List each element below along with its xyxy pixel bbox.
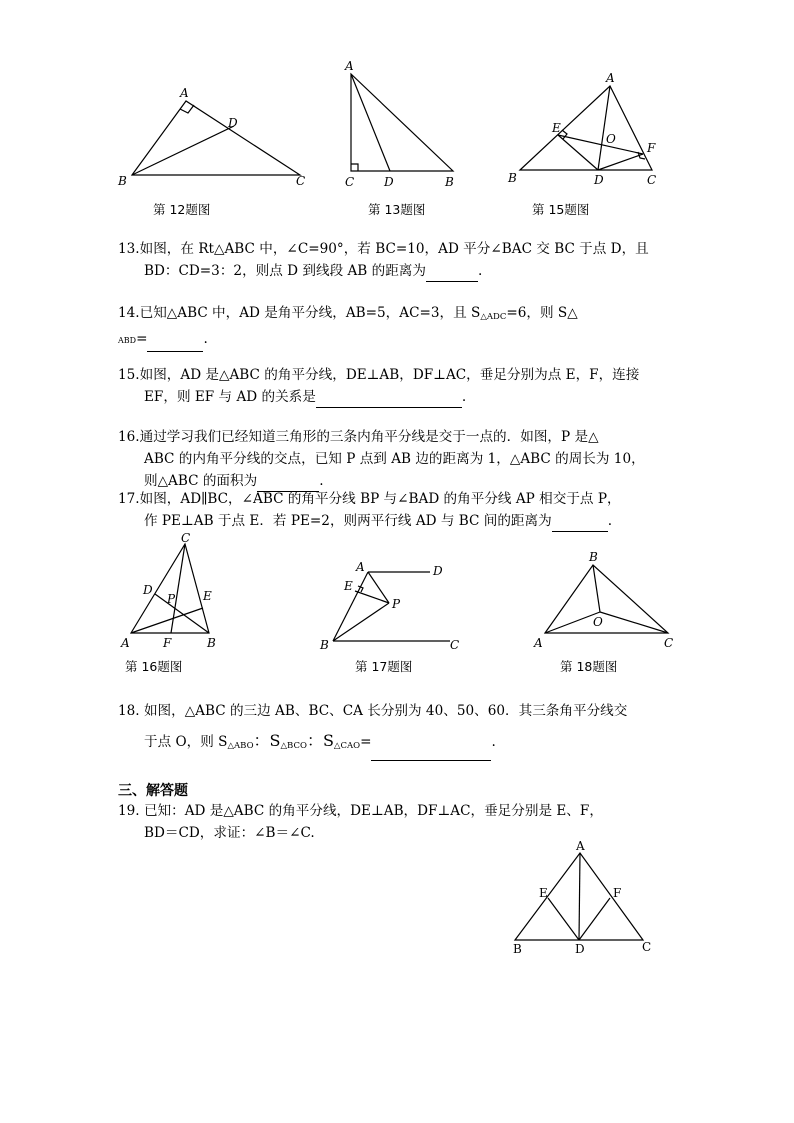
fig17-label-a: A bbox=[356, 560, 365, 574]
figure-15 bbox=[500, 68, 670, 193]
fig18-triangle bbox=[545, 565, 668, 633]
question-18-end: . bbox=[491, 734, 496, 750]
question-14-tri: △ bbox=[567, 305, 578, 321]
question-14-end: . bbox=[203, 331, 208, 347]
fig18-label-o: O bbox=[593, 615, 603, 629]
question-19-line-2: BD＝CD，求证：∠B＝∠C. bbox=[144, 825, 315, 841]
question-18-sep-1: ：S bbox=[253, 731, 281, 750]
fig16-label-e: E bbox=[203, 589, 212, 603]
fig19-segment-ad bbox=[579, 853, 580, 940]
question-15 bbox=[118, 364, 678, 408]
fig19-label-b: B bbox=[513, 942, 522, 956]
caption-fig18: 第 18题图 bbox=[560, 659, 618, 674]
question-15-end: . bbox=[461, 389, 467, 405]
section-heading: 三、解答题 bbox=[118, 783, 188, 799]
fig19-label-e: E bbox=[539, 886, 548, 900]
caption-fig15: 第 15题图 bbox=[532, 202, 590, 217]
fig17-label-d: D bbox=[433, 564, 443, 578]
fig18-label-b: B bbox=[589, 550, 598, 564]
fig13-label-c: C bbox=[345, 175, 355, 189]
fig15-segment-de bbox=[558, 135, 598, 170]
fig12-label-c: C bbox=[296, 174, 306, 188]
fig18-segment-co bbox=[600, 612, 668, 633]
answer-blank-17[interactable] bbox=[552, 516, 608, 532]
fig15-segment-df bbox=[598, 154, 643, 170]
fig15-label-e: E bbox=[552, 121, 561, 135]
question-17-end: . bbox=[607, 513, 613, 529]
fig16-label-p: P bbox=[167, 592, 176, 606]
fig16-label-c: C bbox=[181, 531, 191, 545]
fig19-segment-de bbox=[548, 898, 579, 940]
caption-fig16: 第 16题图 bbox=[125, 659, 183, 674]
question-17 bbox=[118, 488, 678, 532]
fig19-label-a: A bbox=[576, 839, 585, 853]
question-13-end: . bbox=[478, 263, 483, 279]
fig16-bisector-cf bbox=[171, 544, 185, 633]
caption-fig12: 第 12题图 bbox=[153, 202, 211, 217]
question-13-line-2: BD：CD=3：2，则点 D 到线段 AB 的距离为 bbox=[144, 263, 426, 279]
question-16-line-1: 16.通过学习我们已经知道三角形的三条内角平分线是交于一点的．如图，P 是△ bbox=[118, 429, 599, 445]
question-16 bbox=[118, 426, 678, 492]
fig19-segment-df bbox=[579, 898, 610, 940]
fig13-triangle bbox=[351, 74, 453, 171]
fig13-right-angle-mark bbox=[351, 164, 358, 171]
fig15-label-f: F bbox=[647, 141, 656, 155]
figure-19 bbox=[505, 835, 665, 960]
fig13-segment-ad bbox=[351, 74, 390, 171]
question-17-line-1: 17.如图，AD∥BC，∠ABC 的角平分线 BP 与∠BAD 的角平分线 AP 相交于点 P， bbox=[118, 491, 621, 507]
figure-12 bbox=[110, 85, 310, 195]
question-18-sub-abo: △ABO bbox=[227, 741, 254, 751]
answer-blank-13[interactable] bbox=[426, 266, 478, 282]
fig15-label-a: A bbox=[606, 71, 615, 85]
question-18-sub-cao: △CAO bbox=[333, 741, 361, 751]
caption-fig13: 第 13题图 bbox=[368, 202, 426, 217]
question-14-sub-abd: ABD bbox=[118, 336, 137, 345]
question-16-line-3: 则△ABC 的面积为 bbox=[144, 473, 258, 489]
fig17-bisector-ap bbox=[368, 572, 389, 603]
fig17-label-e: E bbox=[344, 579, 353, 593]
fig15-label-d: D bbox=[594, 173, 604, 187]
figure-18 bbox=[530, 548, 680, 653]
question-16-line-2: ABC 的内角平分线的交点，已知 P 点到 AB 边的距离为 1，△ABC 的周长为 10， bbox=[144, 451, 645, 467]
fig17-label-c: C bbox=[450, 638, 460, 652]
question-18 bbox=[118, 696, 678, 761]
figure-16 bbox=[115, 530, 225, 655]
fig17-label-b: B bbox=[320, 638, 329, 652]
question-14-line-1: 14.已知△ABC 中，AD 是角平分线，AB=5，AC=3，且 S bbox=[118, 305, 481, 321]
question-14-mid: =6，则 S bbox=[506, 305, 568, 321]
fig16-bisector-bd bbox=[155, 594, 209, 633]
answer-blank-14[interactable] bbox=[147, 336, 203, 352]
question-14 bbox=[118, 302, 678, 352]
fig16-label-f: F bbox=[163, 636, 172, 650]
fig19-label-d: D bbox=[575, 942, 585, 956]
fig19-label-f: F bbox=[613, 886, 622, 900]
fig18-segment-ao bbox=[545, 612, 600, 633]
fig15-right-angle-e bbox=[562, 130, 567, 139]
fig18-label-c: C bbox=[664, 636, 674, 650]
caption-fig17: 第 17题图 bbox=[355, 659, 413, 674]
question-18-sub-bco: △BCO bbox=[280, 741, 307, 751]
fig15-label-c: C bbox=[647, 173, 657, 187]
fig15-label-o: O bbox=[606, 132, 616, 146]
fig13-label-d: D bbox=[384, 175, 394, 189]
figure-13 bbox=[335, 58, 465, 190]
question-15-line-1: 15.如图，AD 是△ABC 的角平分线，DE⊥AB，DF⊥AC，垂足分别为点 E，F，连接 bbox=[118, 367, 640, 383]
fig18-label-a: A bbox=[534, 636, 543, 650]
fig16-label-a: A bbox=[121, 636, 130, 650]
fig16-label-b: B bbox=[207, 636, 216, 650]
question-17-line-2: 作 PE⊥AB 于点 E．若 PE=2，则两平行线 AD 与 BC 间的距离为 bbox=[144, 513, 552, 529]
fig12-label-a: A bbox=[180, 86, 189, 100]
fig17-bisector-bp bbox=[333, 603, 389, 641]
answer-blank-15[interactable] bbox=[316, 392, 462, 408]
question-19-line-1: 19. 已知：AD 是△ABC 的角平分线，DE⊥AB，DF⊥AC，垂足分别是 E、F， bbox=[118, 803, 603, 819]
fig16-label-d: D bbox=[143, 583, 153, 597]
question-14-eq: = bbox=[136, 331, 148, 347]
question-18-sep-2: ：S bbox=[306, 731, 334, 750]
question-13-line-1: 13.如图，在 Rt△ABC 中，∠C=90°，若 BC=10，AD 平分∠BAC 交 BC 于点 D，且 bbox=[118, 241, 649, 257]
fig12-label-b: B bbox=[118, 174, 127, 188]
question-14-sub-adc: △ADC bbox=[480, 312, 507, 322]
fig12-triangle bbox=[132, 101, 300, 175]
fig17-label-p: P bbox=[392, 597, 401, 611]
fig12-label-d: D bbox=[228, 116, 238, 130]
question-18-line-2: 于点 O，则 S bbox=[144, 734, 228, 750]
figure-17 bbox=[310, 555, 470, 655]
fig17-segment-pe bbox=[355, 591, 389, 603]
fig19-label-c: C bbox=[642, 940, 652, 954]
question-13 bbox=[118, 238, 678, 282]
question-15-line-2: EF，则 EF 与 AD 的关系是 bbox=[144, 389, 316, 405]
fig15-segment-ad bbox=[598, 86, 610, 170]
answer-blank-18[interactable] bbox=[371, 745, 491, 761]
fig12-segment-bd bbox=[132, 126, 234, 175]
question-18-eq: = bbox=[360, 734, 372, 750]
fig15-label-b: B bbox=[508, 171, 517, 185]
fig13-label-b: B bbox=[445, 175, 454, 189]
fig13-label-a: A bbox=[345, 59, 354, 73]
fig18-segment-bo bbox=[593, 565, 600, 612]
question-18-line-1: 18. 如图，△ABC 的三边 AB、BC、CA 长分别为 40、50、60．其三条角平分线交 bbox=[118, 703, 628, 719]
question-16-end: . bbox=[319, 473, 324, 489]
